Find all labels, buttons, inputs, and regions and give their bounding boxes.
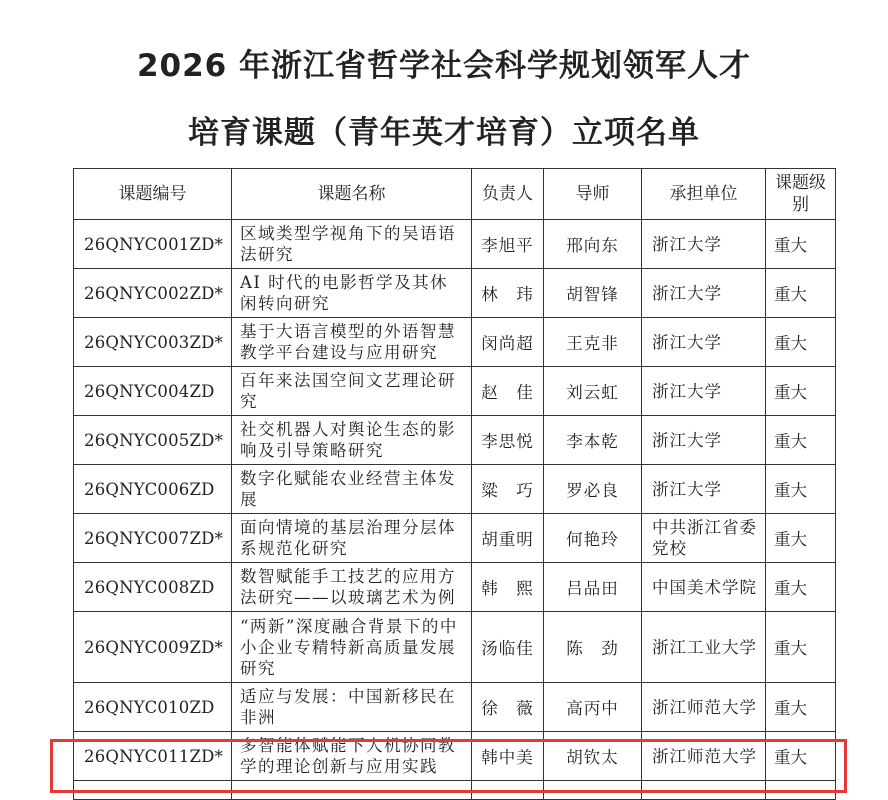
advisor: 罗必良: [544, 465, 642, 514]
column-header-advisor: 导师: [544, 169, 642, 220]
project-list-table: [73, 168, 836, 800]
project-level: 重大: [766, 367, 836, 416]
column-header-code: 课题编号: [74, 169, 232, 220]
project-name: 数智赋能手工技艺的应用方法研究——以玻璃艺术为例: [232, 563, 472, 612]
column-header-name: 课题名称: [232, 169, 472, 220]
advisor: 李本乾: [544, 416, 642, 465]
principal-investigator: 林 玮: [472, 269, 544, 318]
project-level: 重大: [766, 732, 836, 781]
principal-investigator: 闵尚超: [472, 318, 544, 367]
project-code: 26QNYC007ZD*: [74, 514, 232, 563]
project-name: 数字化赋能农业经营主体发展: [232, 465, 472, 514]
project-code: 26QNYC006ZD: [74, 465, 232, 514]
project-name: 社交机器人对舆论生态的影响及引导策略研究: [232, 416, 472, 465]
institution: 中共浙江省委党校: [642, 514, 766, 563]
institution: 浙江师范大学: [642, 732, 766, 781]
institution: 浙江大学: [642, 465, 766, 514]
principal-investigator: 韩中美: [472, 732, 544, 781]
principal-investigator: 徐 薇: [472, 683, 544, 732]
table-row: [74, 318, 836, 367]
table-row: [74, 612, 836, 683]
project-code: 26QNYC004ZD: [74, 367, 232, 416]
project-code: 26QNYC008ZD: [74, 563, 232, 612]
project-code: 26QNYC009ZD*: [74, 612, 232, 683]
advisor: 王克非: [544, 318, 642, 367]
institution: 浙江大学: [642, 269, 766, 318]
table-row: [74, 683, 836, 732]
project-name: 区域类型学视角下的吴语语法研究: [232, 220, 472, 269]
principal-investigator: 李思悦: [472, 416, 544, 465]
institution: 浙江大学: [642, 416, 766, 465]
institution: 浙江大学: [642, 367, 766, 416]
principal-investigator: 汤临佳: [472, 612, 544, 683]
project-code: 26QNYC003ZD*: [74, 318, 232, 367]
document-title-line2: 培育课题（青年英才培育）立项名单: [188, 115, 700, 151]
project-code: 26QNYC010ZD: [74, 683, 232, 732]
column-header-unit: 承担单位: [642, 169, 766, 220]
table-row-cut-off: [74, 781, 836, 800]
project-code: 26QNYC005ZD*: [74, 416, 232, 465]
column-header-level: 课题级别: [766, 169, 836, 220]
project-level: 重大: [766, 416, 836, 465]
project-code: 26QNYC001ZD*: [74, 220, 232, 269]
table-row-highlighted: [74, 732, 836, 781]
project-level: 重大: [766, 514, 836, 563]
principal-investigator: 赵 佳: [472, 367, 544, 416]
project-name: 适应与发展：中国新移民在非洲: [232, 683, 472, 732]
table-row: [74, 269, 836, 318]
advisor: 胡智锋: [544, 269, 642, 318]
document-title-line1: 2026 年浙江省哲学社会科学规划领军人才: [136, 48, 752, 84]
project-level: 重大: [766, 563, 836, 612]
institution: 浙江工业大学: [642, 612, 766, 683]
project-name: 多智能体赋能下人机协同教学的理论创新与应用实践: [232, 732, 472, 781]
principal-investigator: 胡重明: [472, 514, 544, 563]
project-level: 重大: [766, 269, 836, 318]
advisor: 高丙中: [544, 683, 642, 732]
principal-investigator: 粱 巧: [472, 465, 544, 514]
project-level: 重大: [766, 318, 836, 367]
project-name: “两新”深度融合背景下的中小企业专精特新高质量发展研究: [232, 612, 472, 683]
advisor: 陈 劲: [544, 612, 642, 683]
project-name: 面向情境的基层治理分层体系规范化研究: [232, 514, 472, 563]
project-code: 26QNYC011ZD*: [74, 732, 232, 781]
principal-investigator: 李旭平: [472, 220, 544, 269]
institution: 浙江大学: [642, 220, 766, 269]
advisor: 邢向东: [544, 220, 642, 269]
project-level: 重大: [766, 220, 836, 269]
table-row: [74, 367, 836, 416]
table-row: [74, 220, 836, 269]
project-name: 百年来法国空间文艺理论研究: [232, 367, 472, 416]
table-row: [74, 416, 836, 465]
table-row: [74, 514, 836, 563]
project-level: 重大: [766, 612, 836, 683]
institution: 浙江师范大学: [642, 683, 766, 732]
institution: 浙江大学: [642, 318, 766, 367]
table-row: [74, 465, 836, 514]
advisor: 吕品田: [544, 563, 642, 612]
project-level: 重大: [766, 465, 836, 514]
table-row: [74, 563, 836, 612]
advisor: 刘云虹: [544, 367, 642, 416]
column-header-person: 负责人: [472, 169, 544, 220]
project-code: 26QNYC002ZD*: [74, 269, 232, 318]
project-name: AI 时代的电影哲学及其休闲转向研究: [232, 269, 472, 318]
table-header-row: [74, 169, 836, 220]
project-level: 重大: [766, 683, 836, 732]
principal-investigator: 韩 熙: [472, 563, 544, 612]
institution: 中国美术学院: [642, 563, 766, 612]
advisor: 胡钦太: [544, 732, 642, 781]
advisor: 何艳玲: [544, 514, 642, 563]
project-name: 基于大语言模型的外语智慧教学平台建设与应用研究: [232, 318, 472, 367]
